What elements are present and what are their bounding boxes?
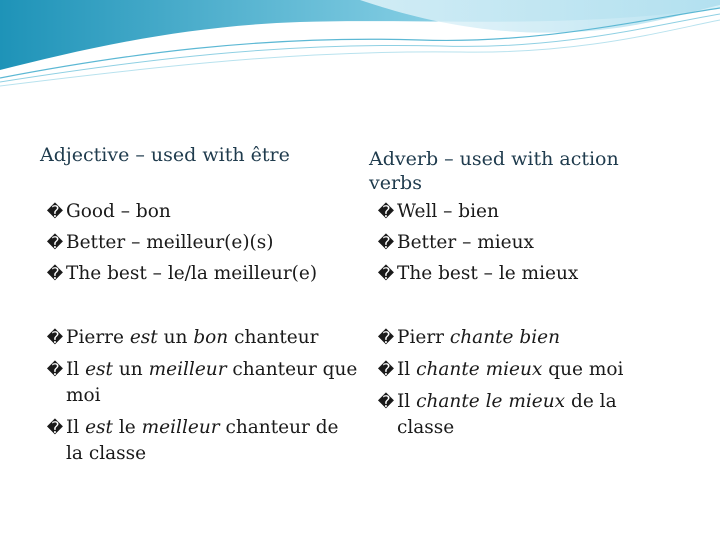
list-item xyxy=(40,357,360,409)
example-part: chanteur xyxy=(228,327,319,348)
example-part: Il xyxy=(397,391,417,412)
bullet-icon: � xyxy=(377,328,395,347)
example-adjective: meilleur xyxy=(141,417,220,438)
bullet-icon: � xyxy=(46,202,64,221)
adjective-examples-list xyxy=(40,325,360,467)
example-part: Il xyxy=(397,359,417,380)
example-verb-phrase: chante bien xyxy=(449,327,560,348)
bullet-icon: � xyxy=(377,202,395,221)
example-part: Pierre xyxy=(66,327,130,348)
form-text: The best – le/la meilleur(e) xyxy=(66,263,318,284)
example-verb-phrase: chante le mieux xyxy=(416,391,566,412)
bullet-icon: � xyxy=(377,392,395,411)
form-text: Better – meilleur(e)(s) xyxy=(66,232,274,253)
example-part: que moi xyxy=(542,359,624,380)
bullet-icon: � xyxy=(46,233,64,252)
adjective-column xyxy=(40,143,360,171)
list-item xyxy=(371,261,691,287)
list-item xyxy=(40,199,370,225)
list-item xyxy=(371,389,671,441)
bullet-icon: � xyxy=(377,264,395,283)
bullet-icon: � xyxy=(377,360,395,379)
bullet-icon: � xyxy=(377,233,395,252)
bullet-icon: � xyxy=(46,418,64,437)
form-text: Well – bien xyxy=(397,201,499,222)
bullet-icon: � xyxy=(46,264,64,283)
form-text: Better – mieux xyxy=(397,232,534,253)
list-item xyxy=(371,325,671,351)
example-adjective: bon xyxy=(193,327,229,348)
list-item xyxy=(371,199,691,225)
list-item xyxy=(40,261,370,287)
list-item xyxy=(371,230,691,256)
adverb-forms-list xyxy=(371,199,691,287)
form-text: Good – bon xyxy=(66,201,171,222)
adverb-examples-list xyxy=(371,325,671,441)
example-part: le xyxy=(113,417,142,438)
example-verb: est xyxy=(85,417,113,438)
example-part: chanteur que moi xyxy=(66,359,358,406)
adverb-heading: Adverb – used with action verbs xyxy=(369,148,619,194)
adjective-heading: Adjective – used with être xyxy=(40,144,290,166)
list-item xyxy=(371,357,671,383)
example-adjective: meilleur xyxy=(148,359,227,380)
list-item xyxy=(40,230,370,256)
example-part: un xyxy=(157,327,194,348)
example-verb: est xyxy=(129,327,158,348)
adjective-forms-list xyxy=(40,199,370,287)
example-part: chanteur de la classe xyxy=(66,417,339,464)
example-part: un xyxy=(113,359,149,380)
example-part: Pierr xyxy=(397,327,450,348)
example-part: Il xyxy=(66,359,86,380)
adverb-column xyxy=(369,143,669,199)
decorative-wave-header xyxy=(0,0,720,90)
example-part: Il xyxy=(66,417,86,438)
example-verb: est xyxy=(85,359,113,380)
bullet-icon: � xyxy=(46,360,64,379)
list-item xyxy=(40,415,360,467)
form-text: The best – le mieux xyxy=(397,263,579,284)
example-verb-phrase: chante mieux xyxy=(416,359,543,380)
bullet-icon: � xyxy=(46,328,64,347)
example-part: de la classe xyxy=(397,391,617,438)
list-item xyxy=(40,325,360,351)
